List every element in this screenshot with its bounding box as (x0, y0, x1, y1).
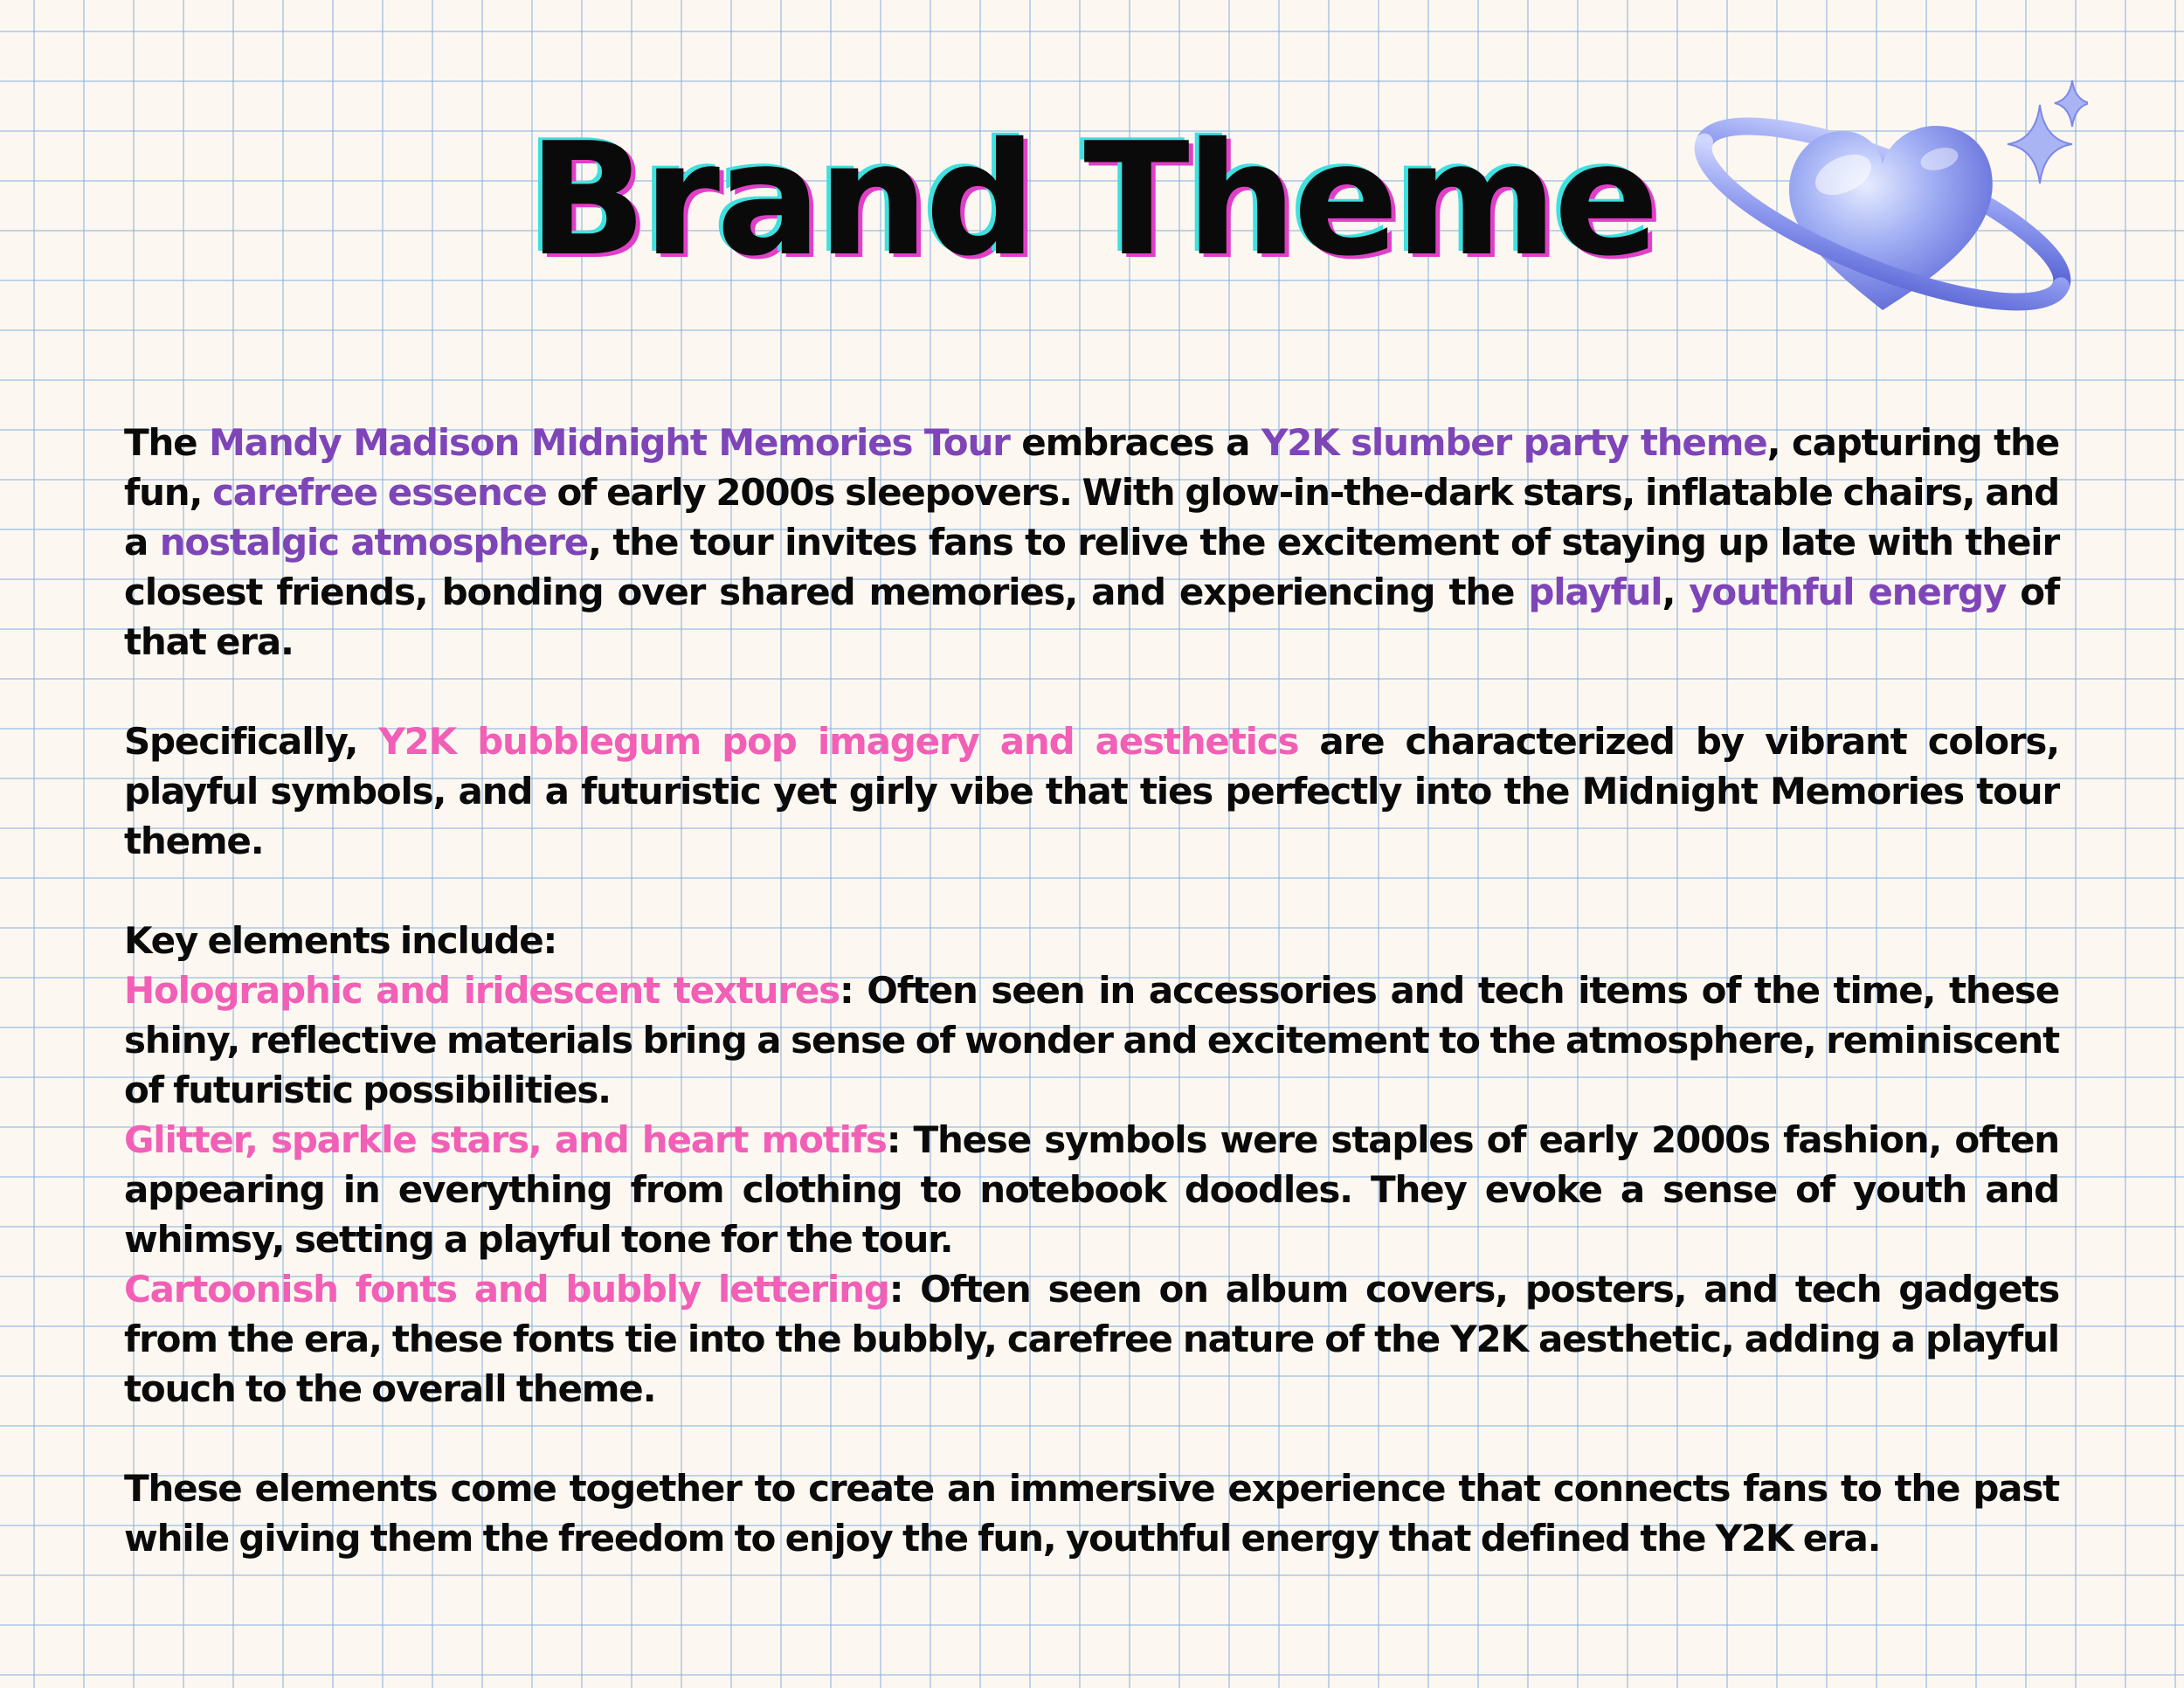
text: The (124, 421, 210, 464)
list-item (124, 1264, 2059, 1414)
text: of that era. (124, 571, 2059, 663)
text: , (1662, 571, 1690, 613)
highlight-tour-name: Mandy Madison Midnight Memories Tour (209, 421, 1010, 464)
page-title: Brand Theme (528, 109, 1656, 290)
element-term: Holographic and iridescent textures (124, 969, 840, 1012)
text: embraces a (1009, 421, 1261, 464)
closing-paragraph: These elements come together to create an immersive experience that connects fans to the past while giving them the freedom to enjoy the fun, youthful energy that defined the Y2K era. (124, 1467, 2059, 1560)
highlight-carefree: carefree essence (212, 471, 547, 514)
heart-planet-icon (1677, 61, 2088, 349)
highlight-bubblegum: Y2K bubblegum pop imagery and aesthetics (378, 720, 1299, 763)
intro-paragraph (124, 418, 2059, 667)
text: , the tour invites fans to relive the excitement of staying up late with their closest friends, bonding over shared memories, and experiencing the (124, 521, 2059, 613)
element-term: Cartoonish fonts and bubbly lettering (124, 1268, 889, 1311)
list-item (124, 1115, 2059, 1264)
text: of early 2000s sleepovers. With glow-in-the-dark stars, inflatable chairs, and a (124, 471, 2059, 564)
text: Specifically, (124, 720, 379, 763)
text: , capturing the fun, (124, 421, 2060, 514)
highlight-nostalgic: nostalgic atmosphere (159, 521, 589, 564)
list-item (124, 965, 2059, 1115)
specific-paragraph (124, 716, 2059, 866)
sparkle-stars-icon (2008, 80, 2088, 183)
brand-theme-body (124, 418, 2059, 1563)
highlight-theme: Y2K slumber party theme (1261, 421, 1767, 464)
element-text: : These symbols were staples of early 2000s fashion, often appearing in everything from clothing to notebook doodles. They evoke a sense of youth and whimsy, setting a playful tone for the tour. (124, 1118, 2059, 1261)
element-term: Glitter, sparkle stars, and heart motifs (124, 1118, 887, 1161)
element-text: : Often seen on album covers, posters, and tech gadgets from the era, these fonts tie into the bubbly, carefree nature of the Y2K aesthetic, adding a playful touch to the overall theme. (124, 1268, 2059, 1410)
element-text: : Often seen in accessories and tech items of the time, these shiny, reflective materials bring a sense of wonder and excitement to the atmosphere, reminiscent of futuristic possibilities. (124, 969, 2059, 1111)
key-elements-heading: Key elements include: (124, 919, 557, 962)
text: are characterized by vibrant colors, playful symbols, and a futuristic yet girly vibe that ties perfectly into the Midnight Memories tour theme. (124, 720, 2059, 862)
highlight-youthful: youthful energy (1689, 571, 2007, 613)
highlight-playful: playful (1528, 571, 1662, 613)
